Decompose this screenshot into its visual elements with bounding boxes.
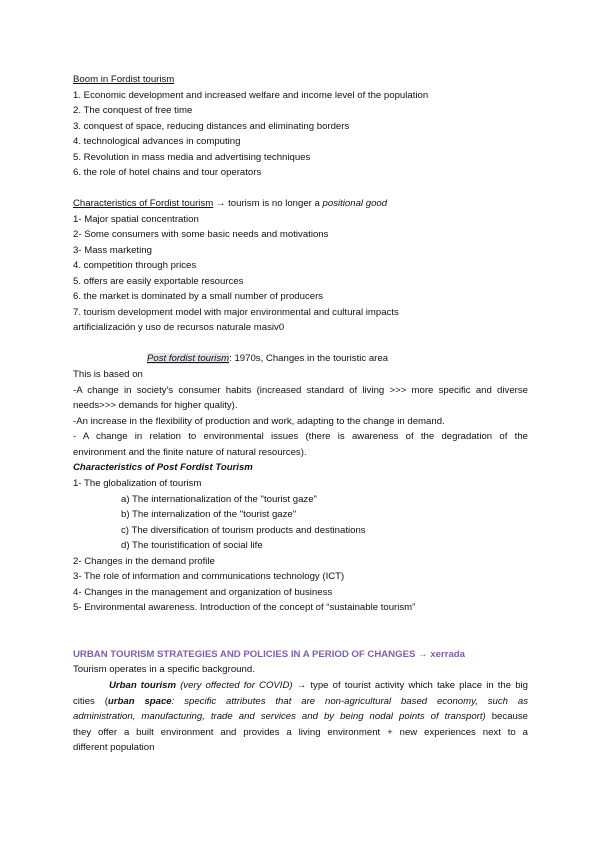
post-fordist-title-line (147, 353, 388, 365)
text-span: cities ( (73, 696, 108, 707)
list-item: 4- Changes in the management and organization of business (73, 587, 333, 598)
paragraph-line: -An increase in the flexibility of production and work, adapting to the change in demand. (73, 416, 445, 427)
urban-paragraph-line: different population (73, 742, 155, 753)
fordist-characteristics-heading-line (73, 198, 387, 210)
fordist-characteristics-heading: Characteristics of Fordist tourism (73, 198, 214, 209)
list-item: 7. tourism development model with major environmental and cultural impacts (73, 307, 399, 318)
list-item: 6. the market is dominated by a small number of producers (73, 291, 324, 302)
list-item: 1- Major spatial concentration (73, 214, 199, 225)
list-item: 1- The globalization of tourism (73, 478, 202, 489)
urban-tourism-term: Urban tourism (109, 680, 176, 691)
urban-heading-line (73, 649, 465, 661)
paragraph-line: -A change in society's consumer habits (increased standard of living >>> more specific and diverse (73, 385, 528, 396)
sub-list-item: b) The internalization of the "tourist gaze" (121, 509, 297, 520)
list-item: 3- Mass marketing (73, 245, 152, 256)
urban-definition: → type of tourist activity which take place in the big (296, 680, 529, 691)
text-span: administration, manufacturing, trade and services and by being nodal points of transport) (73, 711, 486, 722)
list-item: 5. offers are easily exportable resources (73, 276, 244, 287)
urban-paragraph-line (109, 680, 528, 692)
heading-tail: → tourism is no longer a (213, 198, 323, 209)
urban-paragraph-line (73, 696, 528, 708)
list-item: 2- Changes in the demand profile (73, 556, 215, 567)
text-span: because (485, 711, 528, 722)
sub-list-item: c) The diversification of tourism products and destinations (121, 525, 366, 536)
text-span: : specific attributes that are non-agricultural based economy, such as (171, 696, 528, 707)
list-item: 5- Environmental awareness. Introduction of the concept of “sustainable tourism” (73, 602, 416, 613)
post-fordist-intro: This is based on (73, 369, 143, 380)
urban-covid-note: (very offected for COVID) (176, 680, 297, 691)
fordist-boom-heading: Boom in Fordist tourism (73, 74, 175, 85)
list-item: 3- The role of information and communications technology (ICT) (73, 571, 345, 582)
urban-space-term: urban space (107, 696, 172, 707)
list-item: 1. Economic development and increased welfare and income level of the population (73, 90, 429, 101)
paragraph-line: - A change in relation to environmental issues (there is awareness of the degradation of the (73, 431, 528, 442)
urban-paragraph-line (73, 711, 528, 723)
urban-heading-tail: → xerrada (415, 649, 465, 660)
list-item: 4. competition through prices (73, 260, 197, 271)
paragraph-line: environment and the finite nature of natural resources). (73, 447, 307, 458)
sub-list-item: d) The touristification of social life (121, 540, 263, 551)
post-fordist-title: Post fordist tourism (147, 353, 230, 364)
paragraph-line: needs>>> demands for higher quality). (73, 400, 238, 411)
spanish-note: artificialización y uso de recursos naturale masiv0 (73, 322, 285, 333)
urban-intro: Tourism operates in a specific background. (73, 664, 255, 675)
list-item: 2- Some consumers with some basic needs and motivations (73, 229, 329, 240)
positional-good: positional good (322, 198, 388, 209)
sub-list-item: a) The internationalization of the "tourist gaze" (121, 494, 317, 505)
post-fordist-title-tail: : 1970s, Changes in the touristic area (229, 353, 389, 364)
list-item: 4. technological advances in computing (73, 136, 241, 147)
urban-paragraph-line: they offer a built environment and provides a living environment + new experiences next to a (73, 727, 528, 738)
list-item: 6. the role of hotel chains and tour operators (73, 167, 262, 178)
list-item: 3. conquest of space, reducing distances and eliminating borders (73, 121, 350, 132)
post-fordist-characteristics-heading: Characteristics of Post Fordist Tourism (73, 462, 253, 473)
list-item: 5. Revolution in mass media and advertising techniques (73, 152, 311, 163)
urban-heading: URBAN TOURISM STRATEGIES AND POLICIES IN A PERIOD OF CHANGES (73, 649, 416, 660)
list-item: 2. The conquest of free time (73, 105, 193, 116)
